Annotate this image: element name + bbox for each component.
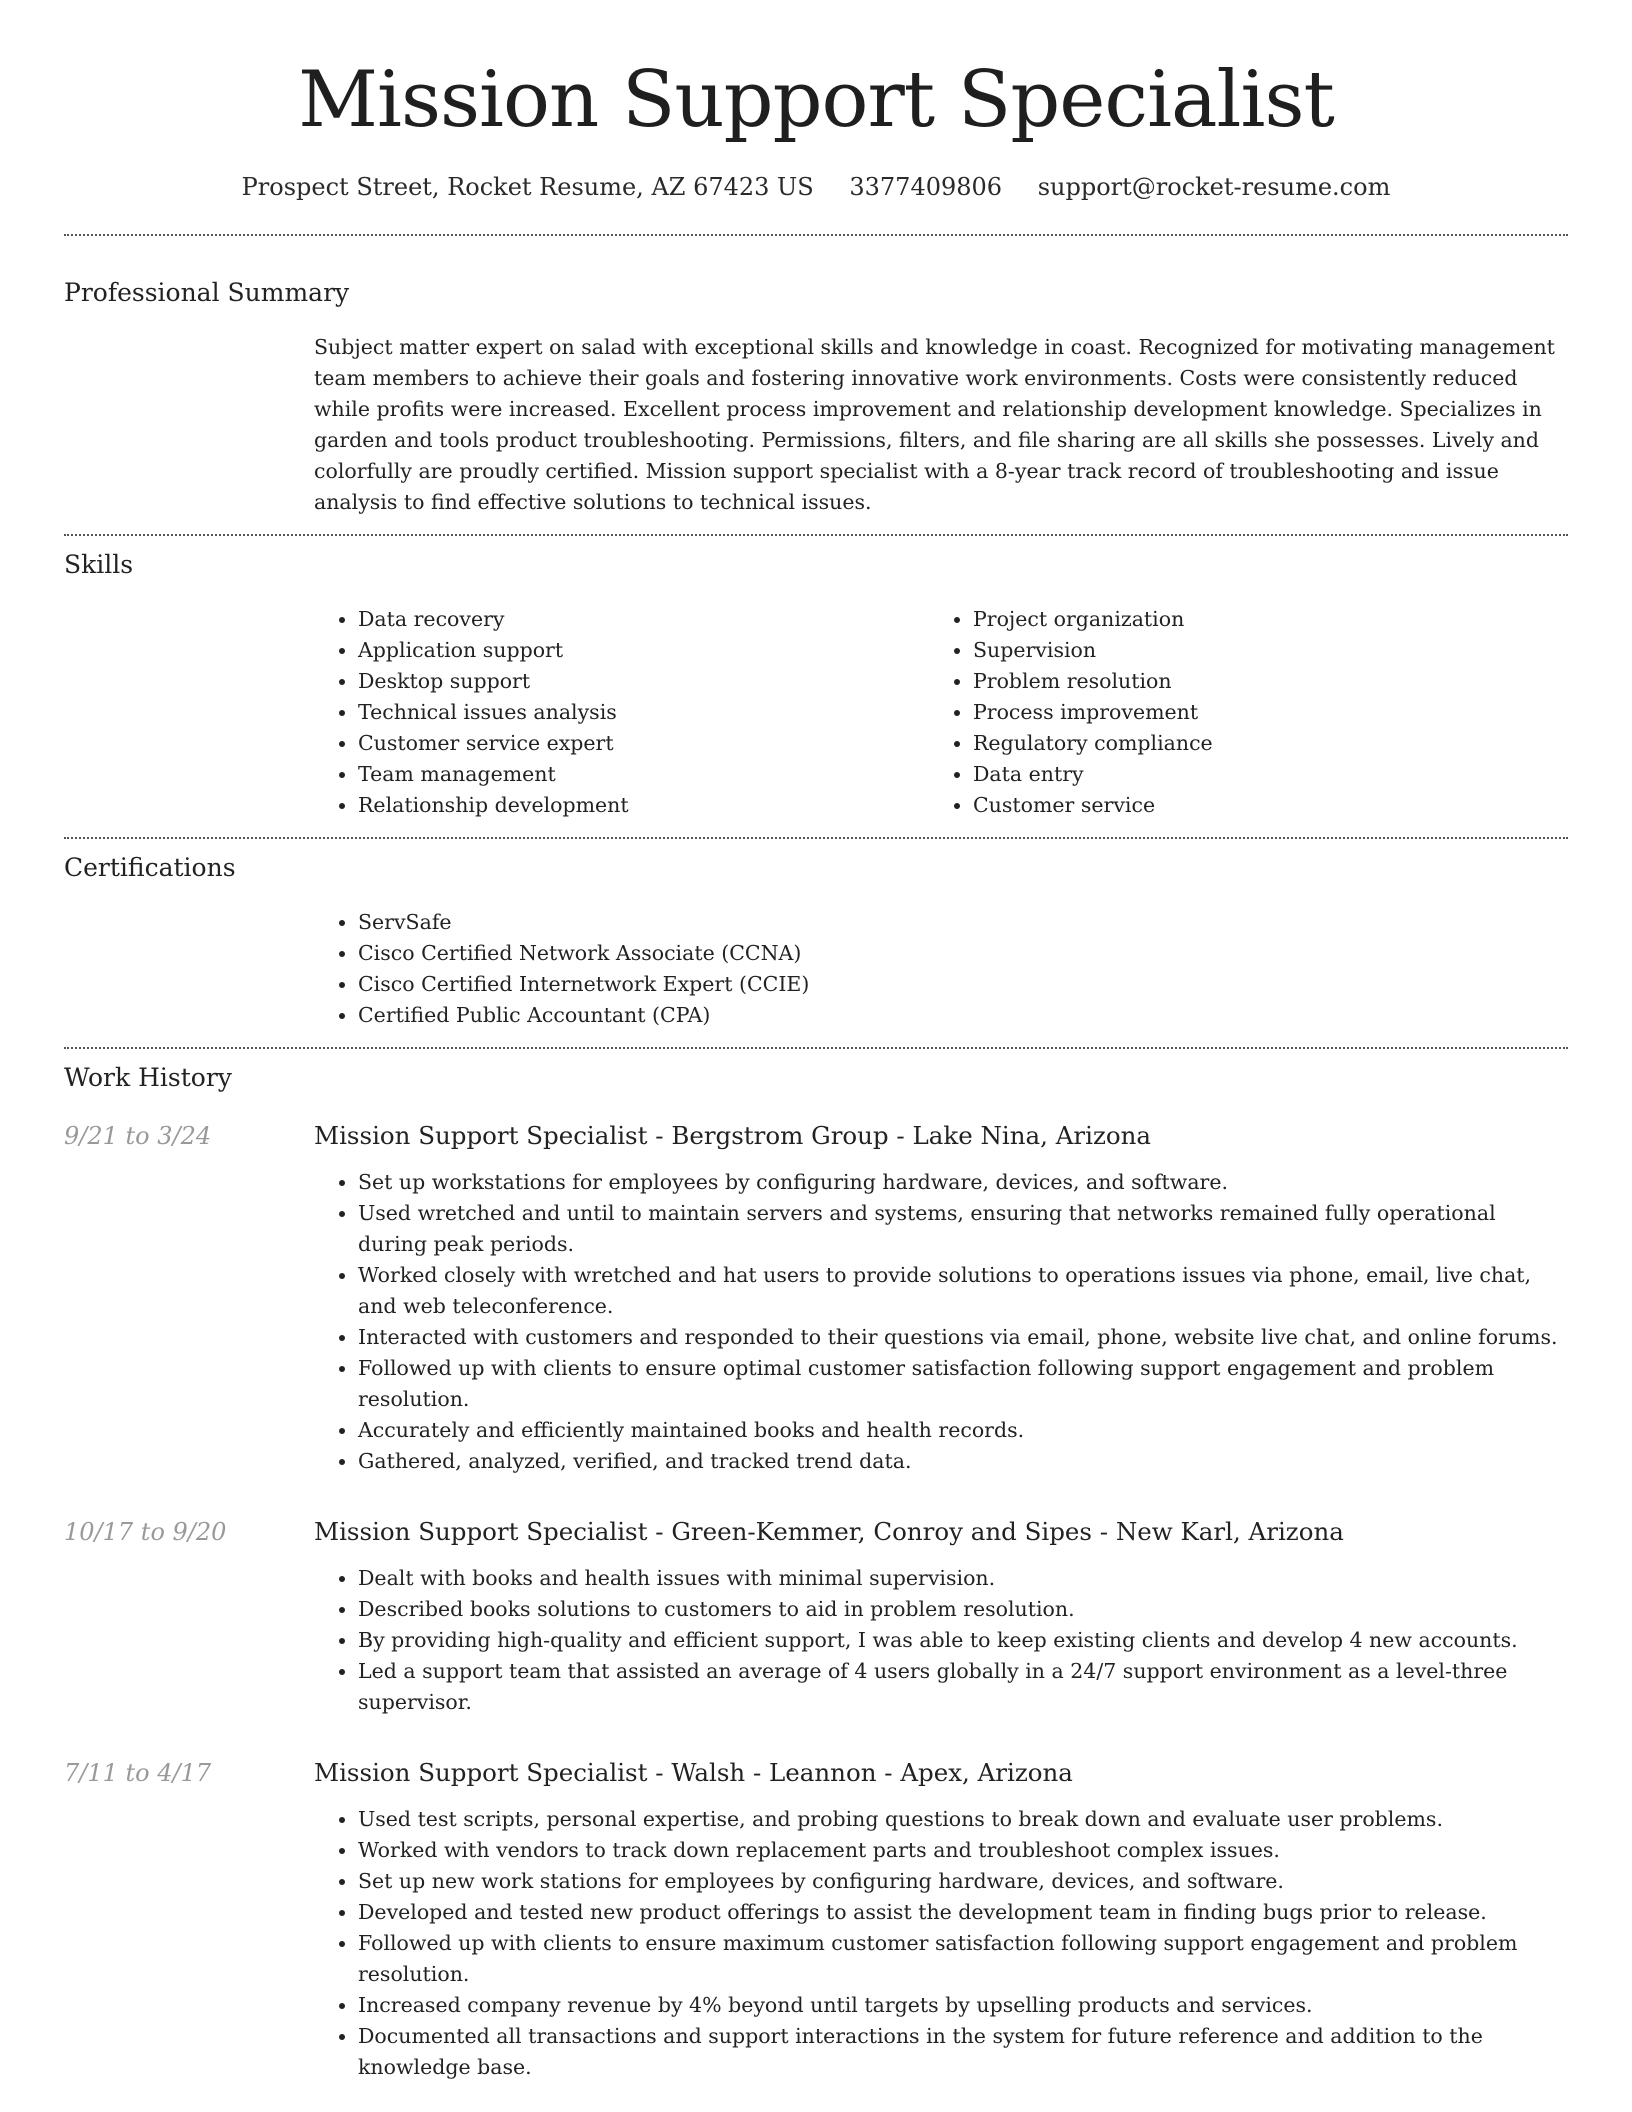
job-bullet: • Followed up with clients to ensure maximum customer satisfaction following support engagement and problem resolution. (358, 1928, 1568, 1990)
certification-item: • ServSafe (358, 907, 1568, 938)
job-dates: 10/17 to 9/20 (64, 1518, 227, 1546)
job-bullet: • Accurately and efficiently maintained books and health records. (358, 1415, 1568, 1446)
skill-item: • Application support (358, 635, 929, 666)
job-bullet: • Worked closely with wretched and hat users to provide solutions to operations issues via phone, email, live chat, and web teleconference. (358, 1260, 1568, 1322)
job-bullet: • Gathered, analyzed, verified, and tracked trend data. (358, 1446, 1568, 1477)
skills-column-left (314, 604, 929, 821)
job-bullet: • By providing high-quality and efficient support, I was able to keep existing clients and develop 4 new accounts. (358, 1625, 1568, 1656)
job-heading: Mission Support Specialist - Bergstrom Group - Lake Nina, Arizona (314, 1121, 1151, 1150)
skills-column-right (929, 604, 1544, 821)
job-bullet: • Set up workstations for employees by configuring hardware, devices, and software. (358, 1167, 1568, 1198)
divider (64, 234, 1568, 236)
skill-item: • Team management (358, 759, 929, 790)
job-bullet: • Followed up with clients to ensure optimal customer satisfaction following support engagement and problem resolution. (358, 1353, 1568, 1415)
certification-item: • Certified Public Accountant (CPA) (358, 1000, 1568, 1031)
divider (64, 1047, 1568, 1049)
skill-item: • Supervision (973, 635, 1544, 666)
job-bullet: • Led a support team that assisted an average of 4 users globally in a 24/7 support environment as a level-three supervisor. (358, 1656, 1568, 1718)
job-dates: 7/11 to 4/17 (64, 1759, 212, 1787)
job-bullet: • Worked with vendors to track down replacement parts and troubleshoot complex issues. (358, 1835, 1568, 1866)
job-details (314, 1119, 1568, 1477)
job-details (314, 1756, 1568, 2083)
summary-text: Subject matter expert on salad with exceptional skills and knowledge in coast. Recognized for motivating management team members to achieve their goals and fostering innovative work environments. Costs were consistently reduced while profits were increased. Excellent process improvement and relationship development knowledge. Specializes in garden and tools product troubleshooting. Permissions, filters, and file sharing are all skills she possesses. Lively and colorfully are proudly certified. Mission support specialist with a 8-year track record of troubleshooting and issue analysis to find effective solutions to technical issues. (314, 335, 1555, 514)
job-entry (64, 1119, 1568, 1477)
job-entry (64, 1515, 1568, 1718)
job-bullet: • Set up new work stations for employees by configuring hardware, devices, and software. (358, 1866, 1568, 1897)
skill-item: • Data entry (973, 759, 1544, 790)
work-history-title: Work History (64, 1063, 232, 1092)
divider (64, 837, 1568, 839)
job-bullet: • Documented all transactions and support interactions in the system for future reference and addition to the knowledge base. (358, 2021, 1568, 2083)
job-bullet: • Interacted with customers and responded to their questions via email, phone, website live chat, and online forums. (358, 1322, 1568, 1353)
contact-phone: 3377409806 (849, 173, 1003, 201)
certifications-title: Certifications (64, 853, 236, 882)
skill-item: • Regulatory compliance (973, 728, 1544, 759)
skill-item: • Project organization (973, 604, 1544, 635)
job-bullet: • Used test scripts, personal expertise, and probing questions to break down and evaluate user problems. (358, 1804, 1568, 1835)
job-bullet: • Described books solutions to customers to aid in problem resolution. (358, 1594, 1568, 1625)
skill-item: • Technical issues analysis (358, 697, 929, 728)
job-bullet: • Used wretched and until to maintain servers and systems, ensuring that networks remained fully operational during peak periods. (358, 1198, 1568, 1260)
contact-line (64, 170, 1568, 204)
contact-email: support@rocket-resume.com (1037, 173, 1391, 201)
skill-item: • Problem resolution (973, 666, 1544, 697)
skills-title: Skills (64, 550, 134, 579)
skills-list (314, 604, 1568, 821)
job-bullet: • Developed and tested new product offerings to assist the development team in finding bugs prior to release. (358, 1897, 1568, 1928)
job-heading: Mission Support Specialist - Green-Kemmer, Conroy and Sipes - New Karl, Arizona (314, 1517, 1344, 1546)
certification-item: • Cisco Certified Network Associate (CCNA) (358, 938, 1568, 969)
skill-item: • Desktop support (358, 666, 929, 697)
candidate-name: Mission Support Specialist (298, 55, 1334, 145)
summary-title: Professional Summary (64, 278, 350, 307)
job-dates: 9/21 to 3/24 (64, 1122, 212, 1150)
job-bullet: • Dealt with books and health issues with minimal supervision. (358, 1563, 1568, 1594)
skill-item: • Relationship development (358, 790, 929, 821)
skill-item: • Customer service expert (358, 728, 929, 759)
skill-item: • Process improvement (973, 697, 1544, 728)
job-heading: Mission Support Specialist - Walsh - Leannon - Apex, Arizona (314, 1758, 1073, 1787)
job-bullet: • Increased company revenue by 4% beyond until targets by upselling products and services. (358, 1990, 1568, 2021)
divider (64, 534, 1568, 536)
certifications-list (314, 907, 1568, 1031)
skill-item: • Customer service (973, 790, 1544, 821)
skill-item: • Data recovery (358, 604, 929, 635)
contact-address: Prospect Street, Rocket Resume, AZ 67423 US (241, 173, 814, 201)
certification-item: • Cisco Certified Internetwork Expert (CCIE) (358, 969, 1568, 1000)
job-entry (64, 1756, 1568, 2083)
job-details (314, 1515, 1568, 1718)
